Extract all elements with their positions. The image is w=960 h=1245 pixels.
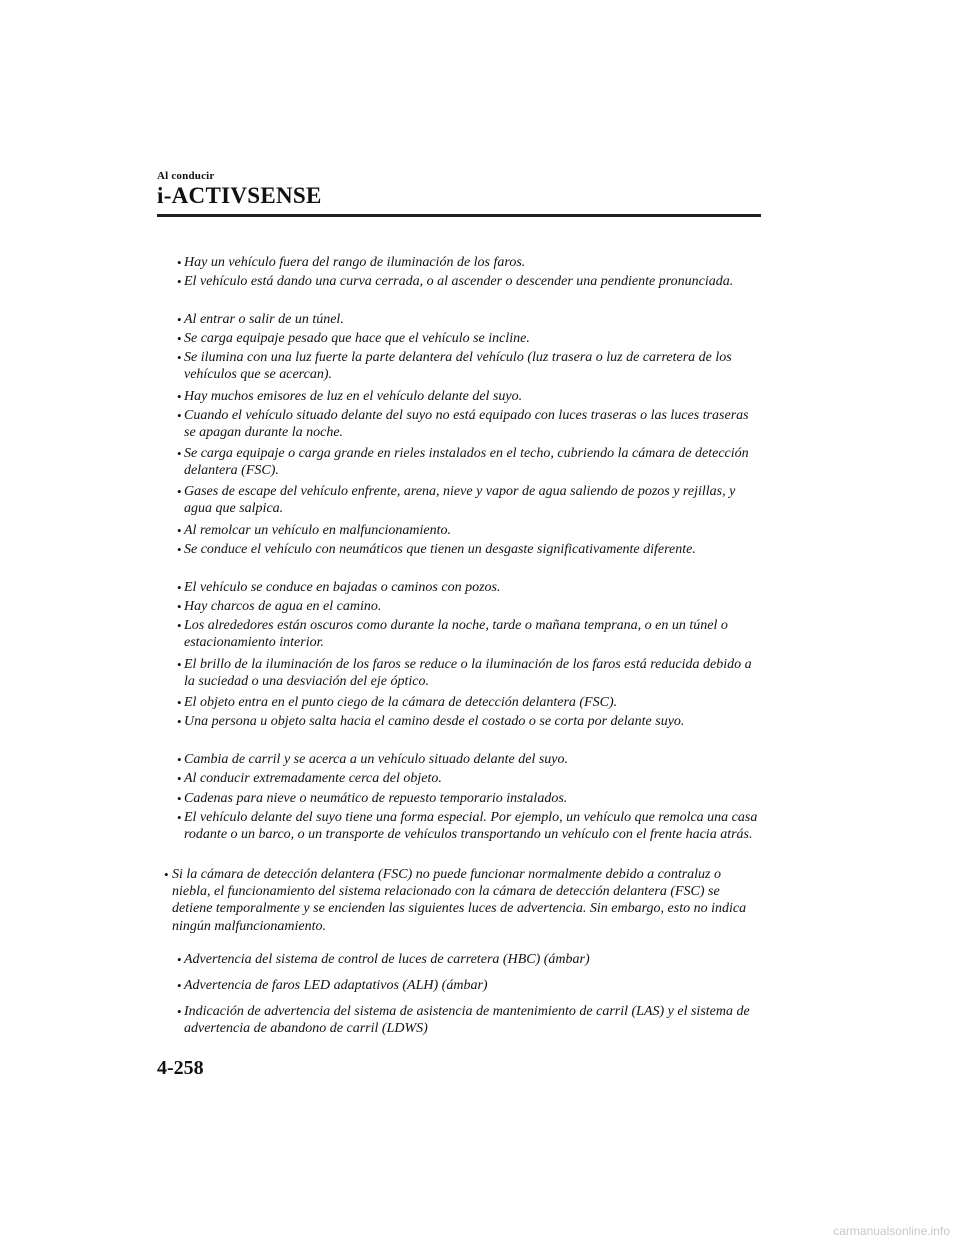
warning-item: • Indicación de advertencia del sistema de asistencia de mantenimiento de carril (LAS) y el sistema de advertencia de abandono de carril (LDWS): [177, 1004, 750, 1037]
list-item: • Se carga equipaje o carga grande en rieles instalados en el techo, cubriendo la cámara de detección delantera (FSC).: [177, 446, 749, 479]
bullet-icon: •: [177, 978, 182, 993]
list-item: • Al entrar o salir de un túnel.: [177, 312, 344, 327]
list-item: • El vehículo está dando una curva cerrada, o al ascender o descender una pendiente pronunciada.: [177, 274, 734, 289]
list-item: • El vehículo se conduce en bajadas o caminos con pozos.: [177, 580, 501, 595]
bullet-icon: •: [177, 408, 182, 423]
bullet-icon: •: [177, 714, 182, 729]
title-rule: [157, 214, 761, 217]
list-item: • Gases de escape del vehículo enfrente, arena, nieve y vapor de agua saliendo de pozos y rejillas, y agua que salpica.: [177, 484, 736, 517]
list-item: • Hay charcos de agua en el camino.: [177, 599, 382, 614]
bullet-icon: •: [177, 389, 182, 404]
bullet-icon: •: [177, 255, 182, 270]
bullet-icon: •: [177, 695, 182, 710]
bullet-icon: •: [177, 599, 182, 614]
bullet-icon: •: [177, 312, 182, 327]
bullet-icon: •: [164, 867, 169, 882]
page-title: i-ACTIVSENSE: [157, 183, 322, 208]
list-item: • Los alrededores están oscuros como durante la noche, tarde o mañana temprana, o en un túnel o estacionamiento interior.: [177, 618, 728, 651]
list-item: • Se carga equipaje pesado que hace que el vehículo se incline.: [177, 331, 530, 346]
bullet-icon: •: [177, 580, 182, 595]
bullet-icon: •: [177, 484, 182, 499]
bullet-icon: •: [177, 791, 182, 806]
warning-item: • Advertencia de faros LED adaptativos (ALH) (ámbar): [177, 978, 488, 993]
list-item: • Una persona u objeto salta hacia el camino desde el costado o se corta por delante suyo.: [177, 714, 685, 729]
bullet-icon: •: [177, 952, 182, 967]
list-item: • Hay muchos emisores de luz en el vehículo delante del suyo.: [177, 389, 523, 404]
list-item: • Al conducir extremadamente cerca del objeto.: [177, 771, 442, 786]
bullet-icon: •: [177, 752, 182, 767]
section-label: Al conducir: [157, 170, 215, 182]
bullet-icon: •: [177, 542, 182, 557]
bullet-icon: •: [177, 1004, 182, 1019]
list-item: • Se conduce el vehículo con neumáticos que tienen un desgaste significativamente diferente.: [177, 542, 696, 557]
list-item: • El objeto entra en el punto ciego de la cámara de detección delantera (FSC).: [177, 695, 618, 710]
watermark[interactable]: carmanualsonline.info: [833, 1224, 950, 1238]
list-item: • Al remolcar un vehículo en malfuncionamiento.: [177, 523, 451, 538]
warning-item: • Advertencia del sistema de control de luces de carretera (HBC) (ámbar): [177, 952, 590, 967]
list-item: • Se ilumina con una luz fuerte la parte delantera del vehículo (luz trasera o luz de carretera de los vehículos que se acercan).: [177, 350, 732, 383]
bullet-icon: •: [177, 350, 182, 365]
bullet-icon: •: [177, 274, 182, 289]
list-item: • Cuando el vehículo situado delante del suyo no está equipado con luces traseras o las luces traseras se apagan durante la noche.: [177, 408, 749, 441]
bullet-icon: •: [177, 810, 182, 825]
page-number: 4-258: [157, 1057, 204, 1079]
bullet-icon: •: [177, 446, 182, 461]
list-item: • Cadenas para nieve o neumático de repuesto temporario instalados.: [177, 791, 568, 806]
list-item: • Hay un vehículo fuera del rango de iluminación de los faros.: [177, 255, 526, 270]
list-item: • Cambia de carril y se acerca a un vehículo situado delante del suyo.: [177, 752, 569, 767]
list-item: • El brillo de la iluminación de los faros se reduce o la iluminación de los faros está reducida debido a la suciedad o una desviación del eje óptico.: [177, 657, 752, 690]
bullet-icon: •: [177, 771, 182, 786]
bullet-icon: •: [177, 618, 182, 633]
main-bullet: • Si la cámara de detección delantera (FSC) no puede funcionar normalmente debido a contraluz o niebla, el funcionamiento del sistema relacionado con la cámara de detección delantera (FSC) se detiene temporalmente y se encienden las siguientes luces de advertencia. Sin embargo, esto no indica ningún malfuncionamiento.: [164, 867, 747, 934]
bullet-icon: •: [177, 523, 182, 538]
list-item: • El vehículo delante del suyo tiene una forma especial. Por ejemplo, un vehículo que remolca una casa rodante o un barco, o un transporte de vehículos transportando un vehículo con el frente hacia atrás.: [177, 810, 758, 843]
bullet-icon: •: [177, 657, 182, 672]
bullet-icon: •: [177, 331, 182, 346]
